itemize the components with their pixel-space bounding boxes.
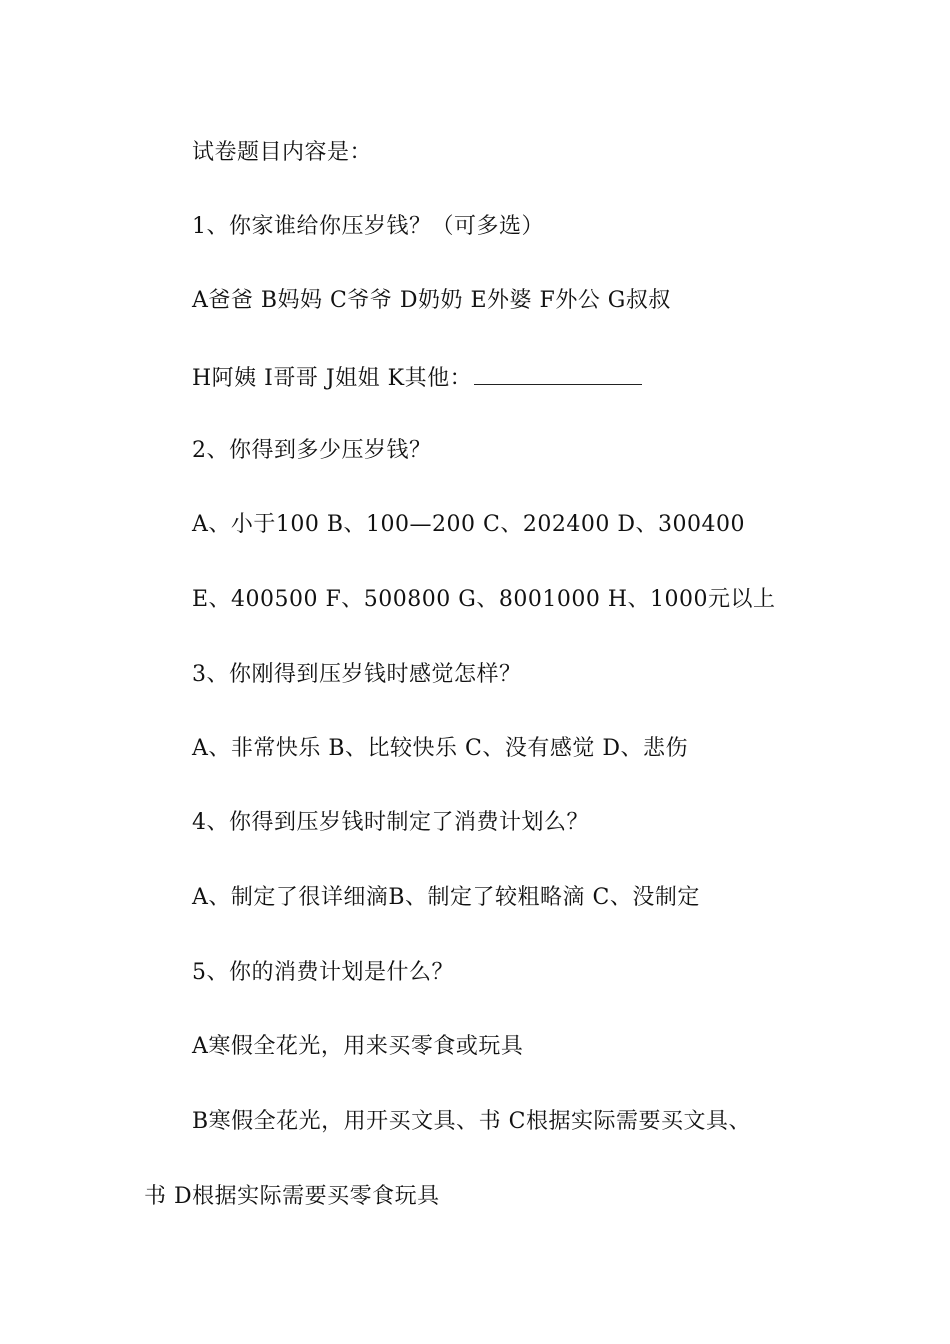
question-2-options-line-2: E、400500 F、500800 G、8001000 H、1000元以上 (192, 587, 776, 612)
question-2: 2、你得到多少压岁钱？ (192, 438, 432, 463)
question-4-options: A、制定了很详细滴B、制定了较粗略滴 C、没制定 (192, 885, 700, 910)
question-2-options-line-1: A、小于100 B、100—200 C、202400 D、300400 (192, 512, 745, 537)
fill-in-blank (474, 364, 642, 385)
question-1-options-line-2-text: H阿姨 I哥哥 J姐姐 K其他： (192, 366, 473, 391)
question-5-option-bc: B寒假全花光，用开买文具、书 C根据实际需要买文具、 (192, 1109, 751, 1134)
section-heading: 试卷题目内容是： (192, 140, 373, 165)
question-1-options-line-1: A爸爸 B妈妈 C爷爷 D奶奶 E外婆 F外公 G叔叔 (192, 288, 671, 313)
question-5: 5、你的消费计划是什么？ (192, 960, 454, 985)
question-5-option-a: A寒假全花光，用来买零食或玩具 (192, 1034, 524, 1059)
question-3-options: A、非常快乐 B、比较快乐 C、没有感觉 D、悲伤 (192, 736, 689, 761)
question-1-options-line-2 (192, 364, 642, 392)
question-5-option-d: 书 D根据实际需要买零食玩具 (144, 1184, 440, 1209)
question-3: 3、你刚得到压岁钱时感觉怎样？ (192, 662, 522, 687)
question-1: 1、你家谁给你压岁钱？（可多选） (192, 214, 544, 239)
question-4: 4、你得到压岁钱时制定了消费计划么？ (192, 810, 589, 835)
